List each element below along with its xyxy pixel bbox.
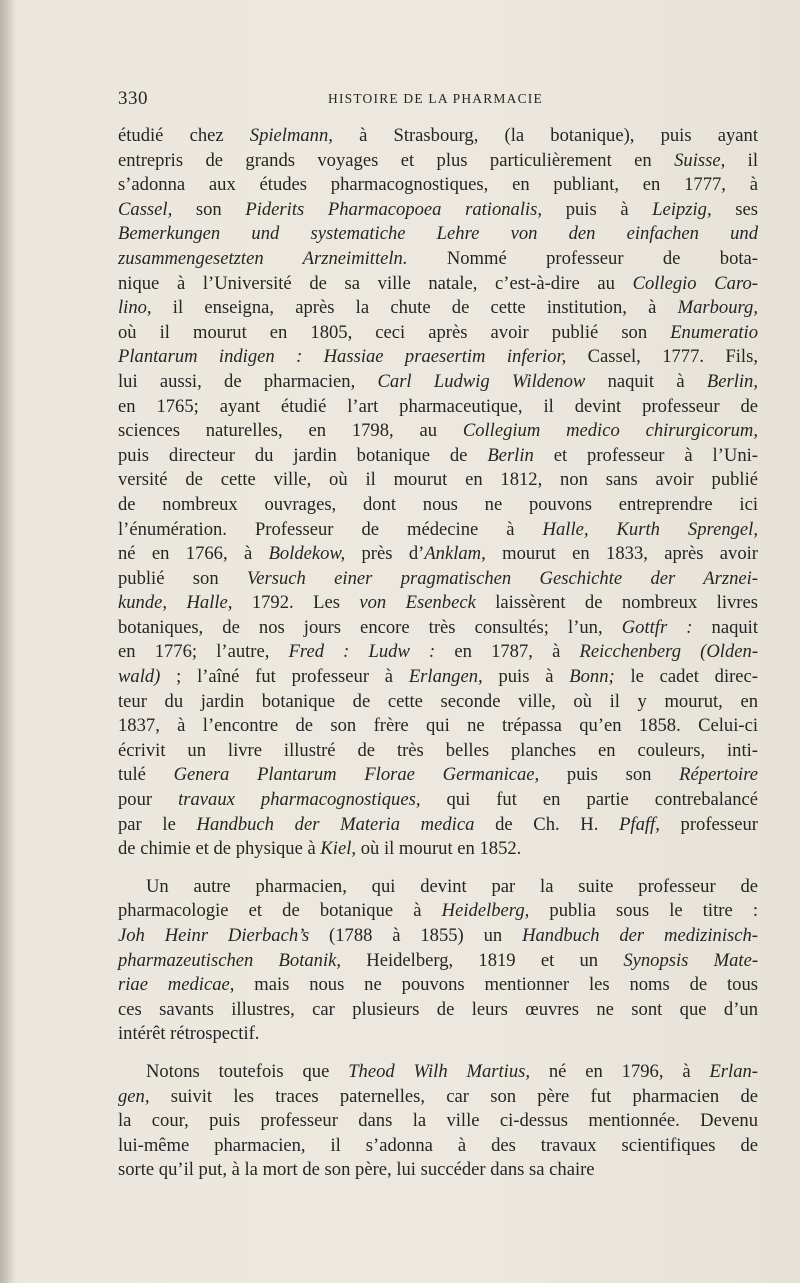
italic-term: Collegium medico chirurgicorum, — [462, 420, 758, 442]
running-title: HISTOIRE DE LA PHARMACIE — [328, 91, 543, 106]
page-header — [118, 88, 758, 114]
text-line: écrivit un livre illustré de très belles planches en couleurs, inti- — [118, 739, 758, 761]
italic-term: Versuch einer pragmatischen Geschichte der Arznei- — [246, 567, 758, 589]
paragraph — [118, 124, 758, 862]
text-line: gen, suivit les traces paternelles, car son père fut pharmacien de — [118, 1085, 758, 1107]
text-line: né en 1766, à Boldekow, près d’Anklam, mourut en 1833, après avoir — [118, 543, 758, 565]
text-line: Un autre pharmacien, qui devint par la suite professeur de — [146, 875, 758, 897]
italic-term: wald) — [118, 666, 161, 688]
text-line: sciences naturelles, en 1798, au Collegium medico chirurgicorum, — [118, 420, 758, 442]
italic-term: Reicchenberg (Olden- — [579, 641, 759, 663]
text-line: Plantarum indigen : Hassiae praesertim inferior, Cassel, 1777. Fils, — [118, 346, 758, 368]
text-line: Notons toutefois que Theod Wilh Martius, né en 1796, à Erlan- — [146, 1060, 758, 1082]
text-line: Cassel, son Piderits Pharmacopoea rationalis, puis à Leipzig, ses — [118, 198, 758, 220]
text-line: la cour, puis professeur dans la ville ci-dessus mentionnée. Devenu — [118, 1110, 758, 1132]
text-line: pour travaux pharmacognostiques, qui fut en partie contrebalancé — [118, 789, 758, 811]
italic-term: Pfaff, — [619, 813, 660, 835]
text-line: zusammengesetzten Arzneimitteln. Nommé professeur de bota- — [118, 247, 758, 269]
italic-term: kunde, Halle, — [118, 592, 233, 614]
text-line: pharmazeutischen Botanik, Heidelberg, 1819 et un Synopsis Mate- — [118, 949, 759, 971]
italic-term: Berlin, — [706, 370, 758, 392]
text-line: sorte qu’il put, à la mort de son père, lui succéder dans sa chaire — [118, 1159, 595, 1181]
italic-term: Handbuch der Materia medica — [196, 813, 475, 835]
text-line: en 1765; ayant étudié l’art pharmaceutique, il devint professeur de — [118, 395, 758, 417]
italic-term: Carl Ludwig Wildenow — [377, 370, 586, 392]
italic-term: Berlin — [487, 444, 534, 466]
italic-term: travaux pharmacognostiques, — [178, 789, 421, 811]
italic-term: Genera Plantarum Florae Germanicae, — [173, 764, 540, 786]
italic-term: Plantarum indigen : Hassiae praesertim inferior, — [118, 346, 567, 368]
italic-term: Cassel, — [118, 198, 173, 220]
text-line: nique à l’Université de sa ville natale, c’est-à-dire au Collegio Caro- — [118, 272, 758, 294]
italic-term: Boldekow, — [268, 543, 346, 565]
italic-term: Enumeratio — [670, 321, 758, 343]
paragraph-gap — [118, 1047, 758, 1060]
text-line — [118, 222, 758, 247]
page-number: 330 — [118, 88, 148, 109]
text-line: teur du jardin botanique de cette seconde ville, où il y mourut, en — [118, 690, 758, 712]
body-text — [118, 124, 758, 1183]
italic-term: Heidelberg, — [441, 900, 530, 922]
text-line: par le Handbuch der Materia medica de Ch. H. Pfaff, professeur — [118, 813, 758, 835]
italic-term: Kiel, — [320, 838, 357, 860]
text-line: où il mourut en 1805, ceci après avoir publié son Enumeratio — [118, 321, 758, 343]
italic-term: Theod Wilh Martius, — [348, 1060, 530, 1082]
text-line: versité de cette ville, où il mourut en 1812, non sans avoir publié — [118, 469, 758, 491]
text-line: tulé Genera Plantarum Florae Germanicae, puis son Répertoire — [118, 764, 758, 786]
text-line: lui-même pharmacien, il s’adonna à des travaux scientifiques de — [118, 1134, 758, 1156]
italic-term: Erlan- — [709, 1060, 758, 1082]
italic-term: zusammengesetzten Arzneimitteln. — [118, 247, 408, 269]
italic-term: Spielmann, — [249, 125, 333, 146]
text-line: l’énumération. Professeur de médecine à Halle, Kurth Sprengel, — [118, 518, 758, 540]
text-line: publié son Versuch einer pragmatischen Geschichte der Arznei- — [118, 567, 758, 589]
text-line: puis directeur du jardin botanique de Berlin et professeur à l’Uni- — [118, 444, 758, 466]
text-line: de nombreux ouvrages, dont nous ne pouvons entreprendre ici — [118, 493, 758, 515]
text-line: kunde, Halle, 1792. Les von Esenbeck laissèrent de nombreux livres — [118, 592, 758, 614]
italic-term: Gottfr : — [621, 616, 693, 638]
italic-term: Marbourg, — [677, 297, 758, 319]
italic-term: Synopsis Mate- — [623, 949, 759, 971]
text-line: wald) ; l’aîné fut professeur à Erlangen, puis à Bonn; le cadet direc- — [118, 666, 759, 688]
text-line: 1837, à l’encontre de son frère qui ne trépassa qu’en 1858. Celui-ci — [118, 715, 758, 737]
text-line: intérêt rétrospectif. — [118, 1023, 260, 1045]
italic-term: von Esenbeck — [359, 592, 476, 614]
italic-term: Collegio Caro- — [632, 272, 758, 294]
text-line: entrepris de grands voyages et plus particulièrement en Suisse, il — [118, 149, 758, 171]
text-line: lino, il enseigna, après la chute de cette institution, à Marbourg, — [118, 297, 758, 319]
italic-term: Suisse, — [674, 149, 726, 171]
italic-term: Répertoire — [679, 764, 758, 786]
italic-term: Joh Heinr Dierbach’s — [118, 925, 310, 946]
italic-term: Leipzig, — [652, 198, 712, 220]
italic-term: lino, — [118, 297, 152, 319]
paragraph — [118, 875, 758, 1047]
text-line: en 1776; l’autre, Fred : Ludw : en 1787, à Reicchenberg (Olden- — [118, 641, 759, 663]
italic-term: pharmazeutischen Botanik, — [118, 949, 342, 971]
italic-term: Anklam, — [424, 543, 486, 565]
text-line: étudié chez Spielmann, à Strasbourg, (la botanique), puis ayant — [118, 125, 758, 146]
text-line: de chimie et de physique à Kiel, où il mourut en 1852. — [118, 838, 522, 860]
paragraph-gap — [118, 862, 758, 875]
italic-term: riae medicae, — [118, 974, 235, 996]
text-line: Joh Heinr Dierbach’s (1788 à 1855) un Handbuch der medizinisch- — [118, 925, 758, 946]
text-line: ces savants illustres, car plusieurs de leurs œuvres ne sont que d’un — [118, 998, 758, 1020]
italic-term: Piderits Pharmacopoea rationalis, — [245, 198, 543, 220]
italic-term: Handbuch der medizinisch- — [522, 925, 758, 946]
italic-term: Halle, Kurth Sprengel, — [542, 518, 758, 540]
text-line: lui aussi, de pharmacien, Carl Ludwig Wildenow naquit à Berlin, — [118, 370, 758, 392]
text-line: s’adonna aux études pharmacognostiques, en publiant, en 1777, à — [118, 174, 758, 196]
binding-gutter-shadow — [0, 0, 14, 1283]
italic-term: Bemerkungen und systematiche Lehre von den einfachen und — [118, 223, 758, 245]
italic-term: Bonn; — [569, 666, 615, 688]
text-line: pharmacologie et de botanique à Heidelberg, publia sous le titre : — [118, 900, 758, 922]
paragraph — [118, 1060, 758, 1183]
text-line: riae medicae, mais nous ne pouvons mentionner les noms de tous — [118, 974, 758, 996]
italic-term: Fred : Ludw : — [288, 641, 436, 663]
italic-term: Erlangen, — [408, 666, 483, 688]
text-line: botaniques, de nos jours encore très consultés; l’un, Gottfr : naquit — [118, 616, 759, 638]
italic-term: gen, — [118, 1085, 150, 1107]
